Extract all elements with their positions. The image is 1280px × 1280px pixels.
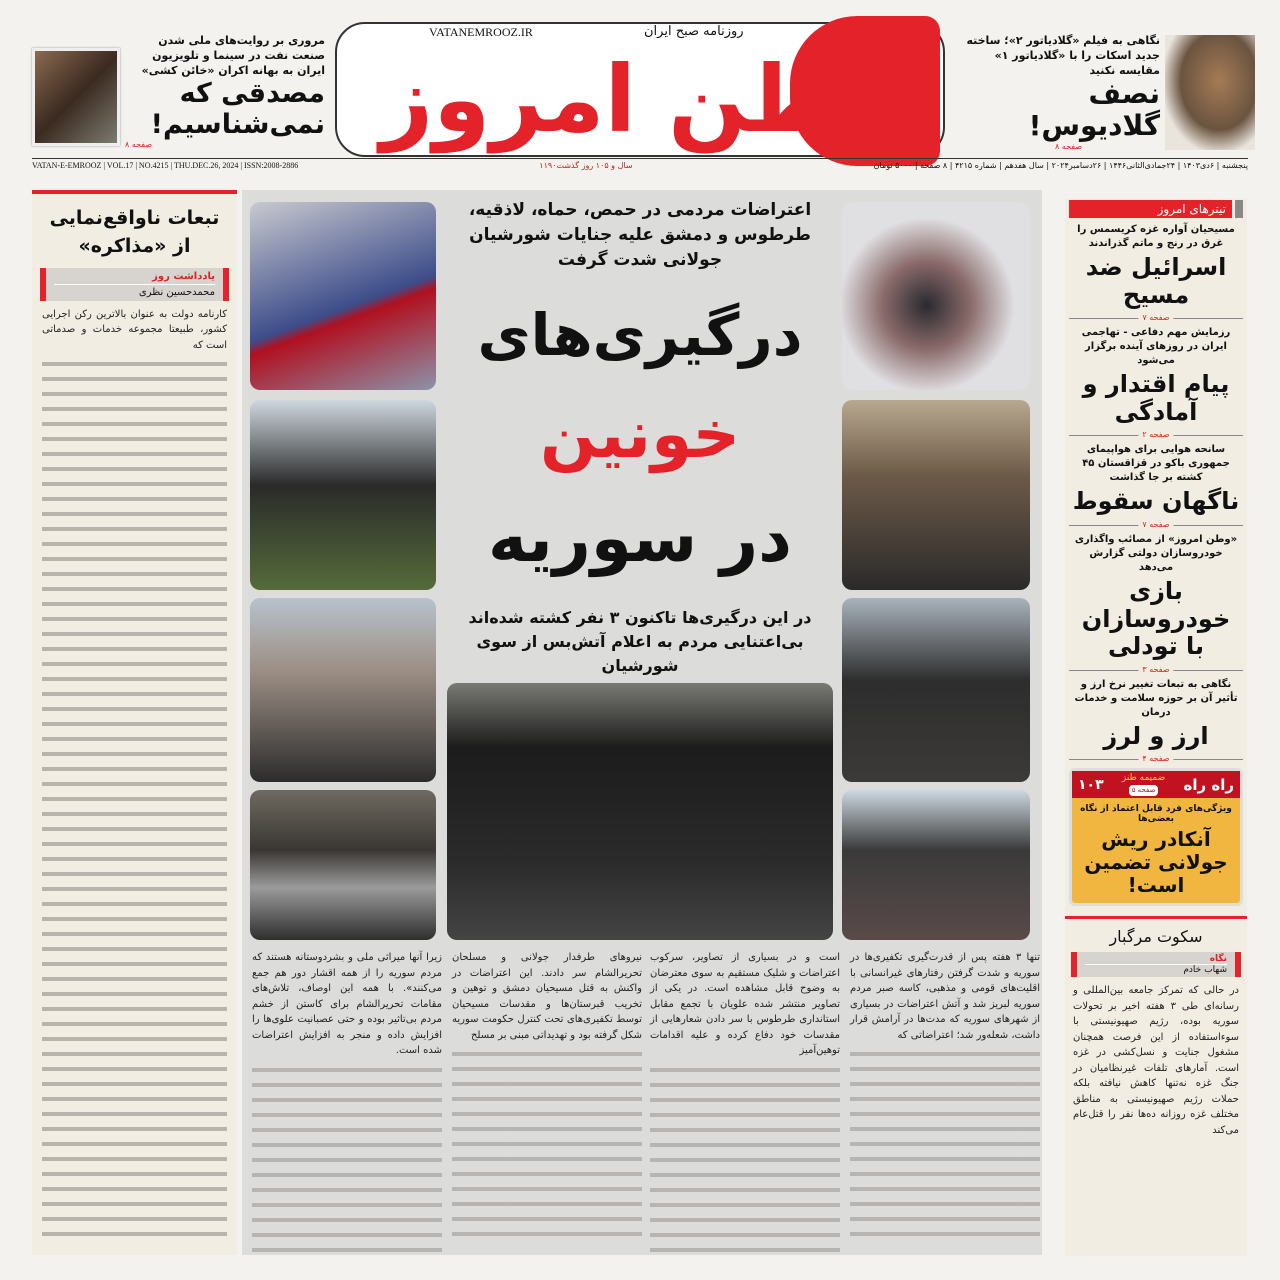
editorial-title-2: از «مذاکره» — [78, 234, 191, 257]
supplement-logo: راه راه — [1183, 775, 1234, 794]
headline-item[interactable] — [1065, 678, 1247, 764]
teaser-left-title-2: نمی‌شناسیم! — [150, 109, 325, 141]
photo-protest-street-1[interactable] — [250, 400, 436, 590]
divider — [1069, 430, 1243, 440]
headlines-column — [1065, 198, 1247, 1256]
supplement-kicker: ویژگی‌های فرد قابل اعتماد از نگاه بعضی‌ها — [1080, 804, 1232, 825]
supplement-box[interactable] — [1069, 768, 1243, 906]
column-text: است و در بسیاری از تصاویر، سرکوب اعتراضات و شلیک مستقیم به سوی معترضان به وضوح قابل مشاهده است. در یکی از تصاویر منتشر شده علویان با تجمع مقابل استانداری طرطوس با سر دادن شعارهایی از مقدسات خود دفاع کرده و علیه اقدامات توهین‌آمیز — [650, 952, 840, 1056]
main-subhead: در این درگیری‌ها تاکنون ۳ نفر کشته شده‌اند بی‌اعتنایی مردم به اعلام آتش‌بس از سوی شورشیان — [468, 607, 812, 675]
editorial-section: یادداشت روز — [54, 271, 215, 285]
headline-title: ارز و لرز — [1103, 721, 1209, 750]
info-elapsed: ۱۱۹۰سال و ۱۰۵ روز گذشت — [539, 161, 633, 170]
photo-protest-street-2[interactable] — [250, 598, 436, 782]
supplement-title: آنکادر ریش جولانی تضمین است! — [1084, 827, 1228, 898]
main-kicker: اعتراضات مردمی در حمص، حماه، لاذقیه، طرطوس و دمشق علیه جنایات شورشیان جولانی شدت گرفت — [468, 200, 812, 270]
divider — [1069, 754, 1243, 764]
divider — [1069, 664, 1243, 674]
headline-title: اسرائیل ضد مسیح — [1085, 253, 1227, 309]
column-text: نیروهای طرفدار جولانی و مسلحان تحریرالشام سر دادند. این اعتراضات در واکنش به قتل مسیحیان دمشق و توهین و تخریب قبرستان‌ها و مقدسات مسیحیان توسط تکفیری‌های تحت کنترل حکومت سوریه شکل گرفته بود و تهدیداتی مبنی بر مسلح — [452, 952, 642, 1041]
supplement-label: ضمیمه طنز — [1121, 773, 1166, 784]
main-headline-3[interactable]: در سوریه — [488, 500, 792, 578]
headline-page: صفحه ۷ — [1138, 520, 1173, 530]
headline-kicker: مسیحیان آواره غزه کریسمس را غرق در رنج و ماتم گذراندند — [1077, 224, 1235, 249]
editorial-title: تبعات ناواقع‌نمایی — [49, 207, 220, 229]
column-text: زیرا آنها میراثی ملی و بشردوستانه هستند که مردم سوریه را از همه اقشار دور هم جمع می‌کنند». با همه این اوصاف، تلاش‌های مقامات تحریرالشام برای کاستن از خشم مردم بی‌تاثیر بوده و حتی عصبانیت علوی‌ها را افزایش داده و منجر به افزایش اعتراضات شده است. — [252, 952, 442, 1056]
main-column-3 — [452, 950, 642, 1237]
headline-title: ناگهان سقوط — [1072, 487, 1240, 516]
headline-kicker: سانحه هوایی برای هواپیمای جمهوری باکو در قزاقستان ۴۵ کشته بر جا گذاشت — [1082, 444, 1230, 484]
photo-protest-street-4[interactable] — [842, 400, 1030, 590]
info-bar — [32, 158, 1248, 172]
headline-item[interactable] — [1065, 533, 1247, 674]
teaser-right-page: صفحه ۸ — [1055, 142, 1083, 152]
main-column-1 — [850, 950, 1040, 1237]
headline-item[interactable] — [1065, 223, 1247, 323]
editorial-author: محمدحسین نظری — [138, 286, 215, 298]
headline-kicker: «وطن امروز» از مصائب واگذاری خودروسازان دولتی گزارش می‌دهد — [1074, 533, 1238, 573]
photo-crowd-main[interactable] — [447, 683, 833, 940]
teaser-right[interactable] — [955, 33, 1160, 152]
teaser-right-title: نصف — [1088, 77, 1160, 110]
headline-page: صفحه ۷ — [1138, 313, 1173, 323]
headline-kicker: رزمایش مهم دفاعی - تهاجمی ایران در روزهای آینده برگزار می‌شود — [1081, 327, 1231, 367]
main-column-4 — [252, 950, 442, 1253]
headline-page: صفحه ۲ — [1138, 430, 1173, 440]
main-headline-block — [442, 198, 838, 678]
supplement-issue: ۱۰۳ — [1078, 776, 1104, 793]
main-headline-1[interactable]: درگیری‌های — [477, 300, 803, 369]
editorial-column — [32, 190, 237, 1255]
teaser-right-kicker: نگاهی به فیلم «گلادیاتور ۲»؛ ساخته جدید اسکات را با «گلادیاتور ۱» مقایسه نکنید — [966, 34, 1160, 77]
teaser-left-kicker: مروری بر روایت‌های ملی شدن صنعت نفت در سینما و تلویزیون ایران به بهانه اکران «خائن کشی» — [141, 34, 325, 77]
photo-protest-street-6[interactable] — [842, 790, 1030, 940]
headline-page: صفحه ۴ — [1138, 754, 1173, 764]
supplement-page: صفحه ۵ — [1129, 785, 1159, 796]
headlines-section: تیترهای امروز — [1069, 200, 1232, 218]
teaser-left-photo[interactable] — [32, 48, 120, 146]
editorial-body: کارنامه دولت به عنوان بالاترین رکن اجرایی کشور، طبیعتا مجموعه خدمات و صدماتی است که — [42, 308, 227, 351]
info-english: VATAN-E-EMROOZ | VOL.17 | NO.4215 | THU.DEC.26, 2024 | ISSN:2008-2886 — [32, 161, 299, 170]
info-persian: پنجشنبه | ۶دی۱۴۰۳ | ۲۴جمادی‌الثانی۱۴۴۶ | ۲۶دسامبر۲۰۲۴ | سال هفدهم | شماره ۴۲۱۵ | ۸ صفحه | ۵۰۰۰ تومان — [873, 161, 1248, 170]
headline-item[interactable] — [1065, 443, 1247, 529]
teaser-right-photo[interactable] — [1165, 35, 1255, 150]
opinion-author: شهاب خادم — [1183, 965, 1227, 976]
opinion-body: در حالی که تمرکز جامعه بین‌المللی و رسانه‌ای طی ۳ هفته اخیر بر تحولات سوریه بوده، رژیم صهیونیستی با سوءاستفاده از این فرصت همچنان مشغول جنایت و نسل‌کشی در غزه است. آمارهای تلفات غیرنظامیان در جنگ غزه نه‌تنها کاهش نیافته بلکه حملات رژیم صهیونیستی به مناطق مختلف غزه روزانه ده‌ها نفر را قتل‌عام می‌کند — [1073, 985, 1239, 1136]
headline-kicker: نگاهی به تبعات تغییر نرخ ارز و تأثیر آن بر حوزه سلامت و خدمات درمان — [1074, 678, 1238, 718]
headline-item[interactable] — [1065, 326, 1247, 440]
headline-title: پیام اقتدار و آمادگی — [1082, 370, 1230, 426]
editorial-body-text — [42, 357, 227, 1237]
teaser-right-title-2: گلادیوس! — [1028, 109, 1160, 143]
photo-protest-street-3[interactable] — [250, 790, 436, 940]
photo-victim[interactable] — [842, 202, 1030, 390]
divider — [1069, 519, 1243, 529]
opinion-title: سکوت مرگبار — [1109, 927, 1203, 947]
photo-protest-street-5[interactable] — [842, 598, 1030, 782]
main-column-2 — [650, 950, 840, 1253]
website[interactable]: VATANEMROOZ.IR — [425, 24, 537, 40]
headline-page: صفحه ۳ — [1138, 665, 1173, 675]
divider — [1069, 313, 1243, 323]
opinion-section: نگاه — [1085, 954, 1227, 965]
teaser-left[interactable] — [125, 33, 325, 150]
teaser-left-title: مصدقی که — [179, 78, 325, 109]
column-text: تنها ۳ هفته پس از قدرت‌گیری تکفیری‌ها در سوریه و شدت گرفتن رفتارهای غیرانسانی با اقلیت‌های قومی و مذهبی، کاسه صبر مردم سوریه لبریز شد و آتش اعتراضات در بسیاری از شهرهای سوریه که مدت‌ها در آرامش قرار داشت، شعله‌ور شد؛ اعتراضاتی که — [850, 952, 1040, 1041]
photo-injured-man[interactable] — [250, 202, 436, 390]
teaser-left-page: صفحه ۸ — [125, 140, 153, 150]
main-headline-2[interactable]: خونین — [539, 395, 741, 473]
logo-text: وطن امروز — [380, 46, 895, 153]
tagline: روزنامه صبح ایران — [640, 24, 748, 40]
headline-title: بازی خودروسازان با تودلی — [1081, 576, 1231, 661]
